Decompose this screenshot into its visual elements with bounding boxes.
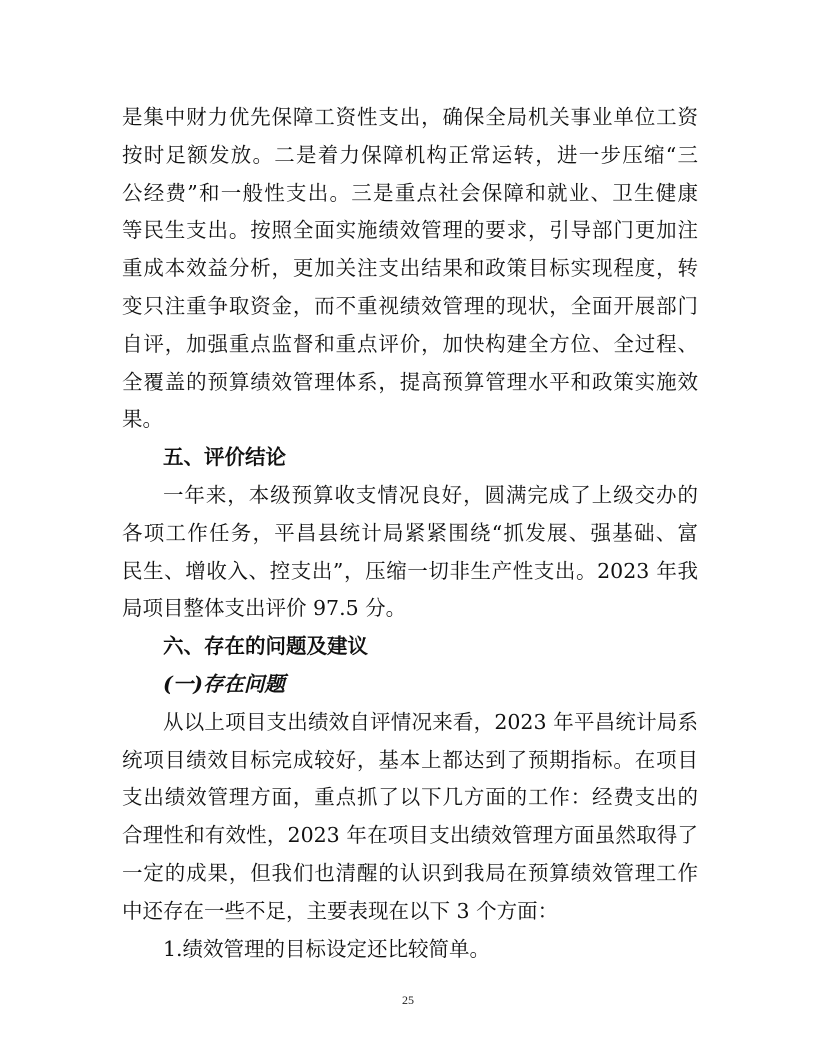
paragraph-line: 支出绩效管理方面，重点抓了以下几方面的工作：经费支出的 — [122, 785, 698, 809]
paragraph-line: 从以上项目支出绩效自评情况来看，2023 年平昌统计局系 — [163, 710, 698, 734]
paragraph-line: 统项目绩效目标完成较好，基本上都达到了预期指标。在项目 — [122, 748, 698, 772]
paragraph-line: 民生、增收入、控支出”，压缩一切非生产性支出。2023 年我 — [122, 559, 698, 583]
paragraph-line: 合理性和有效性，2023 年在项目支出绩效管理方面虽然取得了 — [122, 823, 698, 847]
paragraph-line: 按时足额发放。二是着力保障机构正常运转，进一步压缩“三 — [122, 143, 698, 167]
paragraph-line: 是集中财力优先保障工资性支出，确保全局机关事业单位工资 — [122, 105, 698, 129]
paragraph-line: 自评，加强重点监督和重点评价，加快构建全方位、全过程、 — [122, 332, 698, 356]
paragraph-line: 公经费”和一般性支出。三是重点社会保障和就业、卫生健康 — [122, 181, 698, 205]
paragraph-line: 果。 — [122, 407, 163, 431]
list-item: 1.绩效管理的目标设定还比较简单。 — [163, 937, 491, 961]
page-number: 25 — [402, 993, 414, 1007]
paragraph-line: 一年来，本级预算收支情况良好，圆满完成了上级交办的 — [163, 483, 698, 507]
paragraph-line: 变只注重争取资金，而不重视绩效管理的现状，全面开展部门 — [122, 294, 698, 318]
section-heading: 五、评价结论 — [163, 445, 286, 469]
paragraph-line: 局项目整体支出评价 97.5 分。 — [122, 596, 407, 620]
paragraph-line: 中还存在一些不足，主要表现在以下 3 个方面： — [122, 899, 559, 923]
paragraph-line: 等民生支出。按照全面实施绩效管理的要求，引导部门更加注 — [122, 218, 698, 242]
paragraph-line: 重成本效益分析，更加关注支出结果和政策目标实现程度，转 — [122, 256, 698, 280]
paragraph-line: 全覆盖的预算绩效管理体系，提高预算管理水平和政策实施效 — [122, 370, 698, 394]
paragraph-line: 一定的成果，但我们也清醒的认识到我局在预算绩效管理工作 — [122, 861, 698, 885]
paragraph-line: 各项工作任务，平昌县统计局紧紧围绕“抓发展、强基础、富 — [122, 521, 698, 545]
section-heading: 六、存在的问题及建议 — [163, 634, 368, 658]
subsection-heading: (一)存在问题 — [163, 672, 285, 696]
